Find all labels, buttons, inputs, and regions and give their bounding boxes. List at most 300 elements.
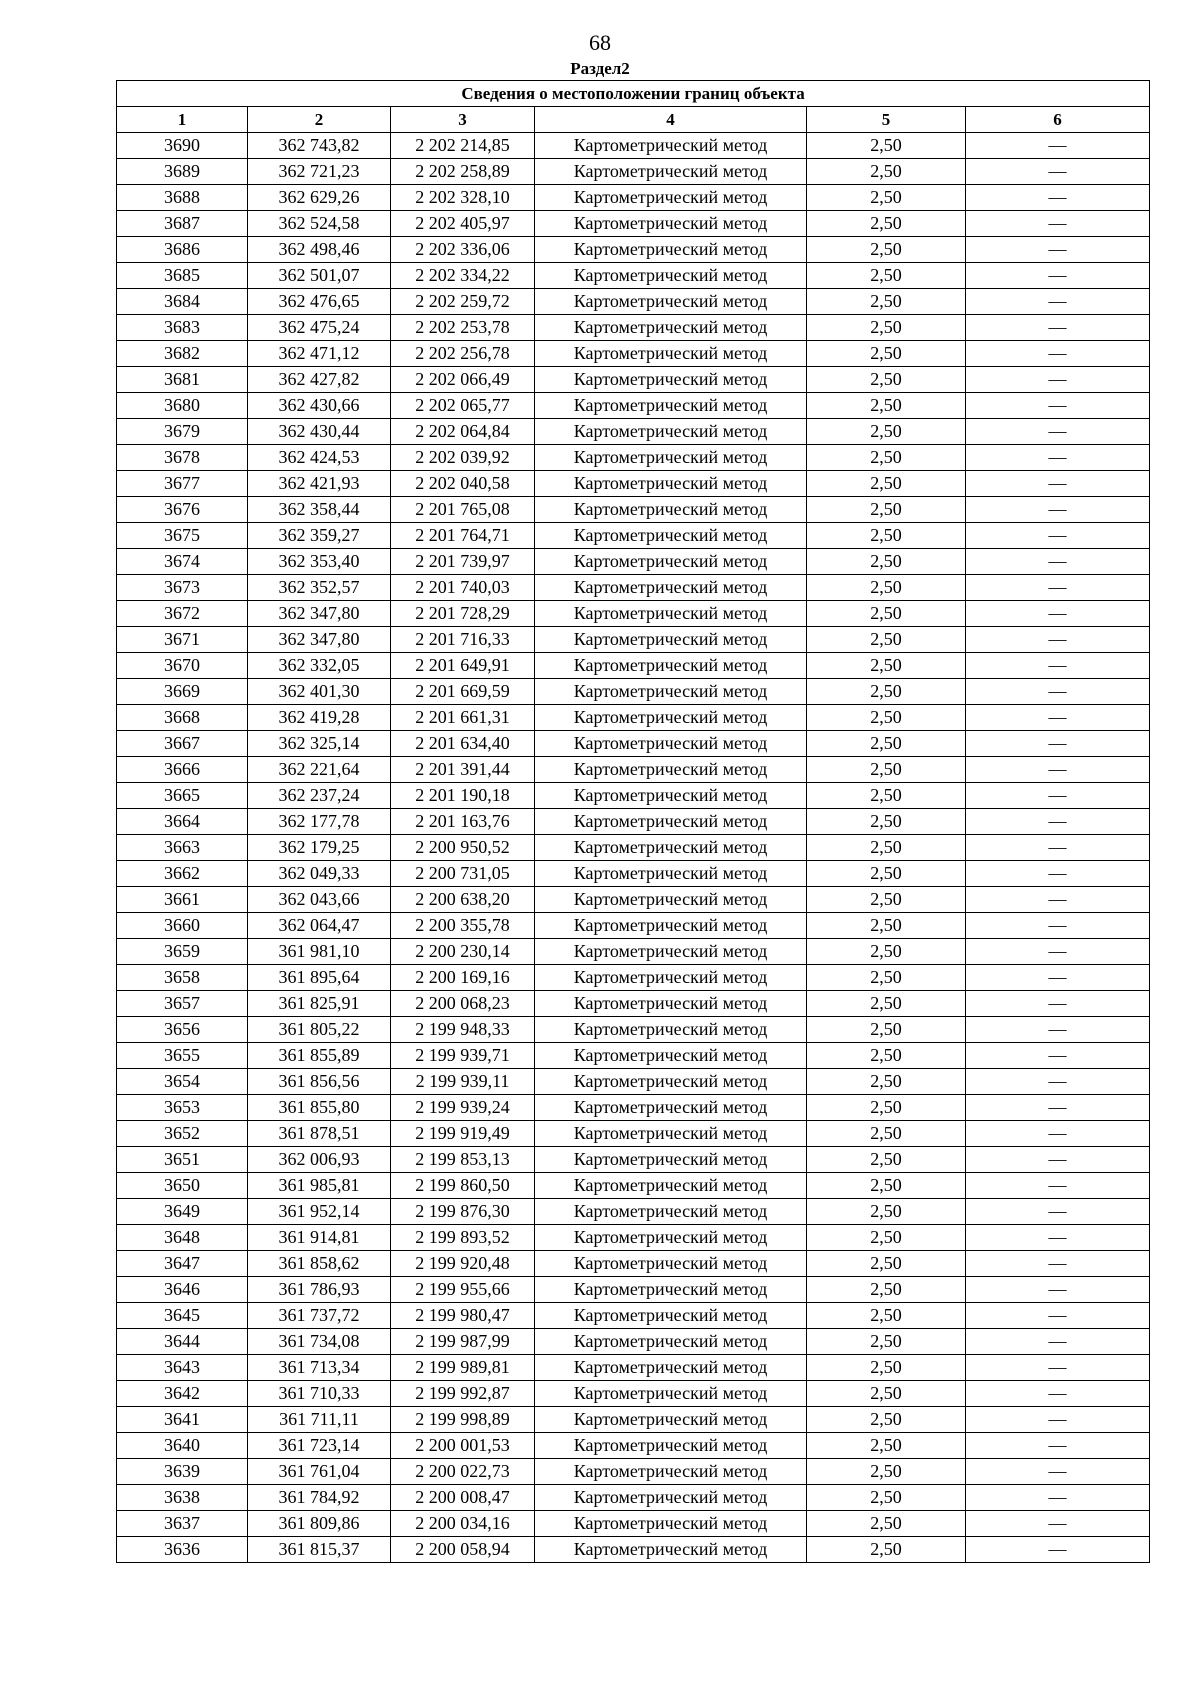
point-number-cell: 3673 bbox=[117, 575, 248, 601]
y-coordinate-cell: 2 201 728,29 bbox=[391, 601, 535, 627]
description-cell: — bbox=[966, 211, 1150, 237]
accuracy-cell: 2,50 bbox=[807, 315, 966, 341]
description-cell: — bbox=[966, 1459, 1150, 1485]
point-number-cell: 3658 bbox=[117, 965, 248, 991]
method-cell: Картометрический метод bbox=[535, 627, 807, 653]
method-cell: Картометрический метод bbox=[535, 1329, 807, 1355]
point-number-cell: 3674 bbox=[117, 549, 248, 575]
x-coordinate-cell: 361 809,86 bbox=[248, 1511, 391, 1537]
table-row bbox=[117, 939, 1150, 965]
y-coordinate-cell: 2 201 163,76 bbox=[391, 809, 535, 835]
point-number-cell: 3664 bbox=[117, 809, 248, 835]
y-coordinate-cell: 2 200 950,52 bbox=[391, 835, 535, 861]
description-cell: — bbox=[966, 1173, 1150, 1199]
method-cell: Картометрический метод bbox=[535, 861, 807, 887]
table-row bbox=[117, 133, 1150, 159]
accuracy-cell: 2,50 bbox=[807, 705, 966, 731]
x-coordinate-cell: 361 723,14 bbox=[248, 1433, 391, 1459]
x-coordinate-cell: 361 985,81 bbox=[248, 1173, 391, 1199]
y-coordinate-cell: 2 200 638,20 bbox=[391, 887, 535, 913]
accuracy-cell: 2,50 bbox=[807, 1069, 966, 1095]
accuracy-cell: 2,50 bbox=[807, 887, 966, 913]
accuracy-cell: 2,50 bbox=[807, 965, 966, 991]
point-number-cell: 3690 bbox=[117, 133, 248, 159]
y-coordinate-cell: 2 201 634,40 bbox=[391, 731, 535, 757]
method-cell: Картометрический метод bbox=[535, 1381, 807, 1407]
accuracy-cell: 2,50 bbox=[807, 679, 966, 705]
description-cell: — bbox=[966, 757, 1150, 783]
y-coordinate-cell: 2 201 716,33 bbox=[391, 627, 535, 653]
point-number-cell: 3655 bbox=[117, 1043, 248, 1069]
table-row bbox=[117, 1017, 1150, 1043]
point-number-cell: 3668 bbox=[117, 705, 248, 731]
description-cell: — bbox=[966, 1303, 1150, 1329]
y-coordinate-cell: 2 201 765,08 bbox=[391, 497, 535, 523]
x-coordinate-cell: 362 476,65 bbox=[248, 289, 391, 315]
table-row bbox=[117, 497, 1150, 523]
table-row bbox=[117, 523, 1150, 549]
y-coordinate-cell: 2 200 034,16 bbox=[391, 1511, 535, 1537]
accuracy-cell: 2,50 bbox=[807, 757, 966, 783]
x-coordinate-cell: 361 858,62 bbox=[248, 1251, 391, 1277]
method-cell: Картометрический метод bbox=[535, 1147, 807, 1173]
x-coordinate-cell: 362 430,44 bbox=[248, 419, 391, 445]
point-number-cell: 3678 bbox=[117, 445, 248, 471]
point-number-cell: 3637 bbox=[117, 1511, 248, 1537]
column-header-2: 2 bbox=[248, 107, 391, 133]
method-cell: Картометрический метод bbox=[535, 575, 807, 601]
table-row bbox=[117, 1381, 1150, 1407]
y-coordinate-cell: 2 202 334,22 bbox=[391, 263, 535, 289]
accuracy-cell: 2,50 bbox=[807, 1225, 966, 1251]
description-cell: — bbox=[966, 133, 1150, 159]
table-row bbox=[117, 1459, 1150, 1485]
point-number-cell: 3643 bbox=[117, 1355, 248, 1381]
description-cell: — bbox=[966, 1277, 1150, 1303]
table-row bbox=[117, 1537, 1150, 1563]
x-coordinate-cell: 361 878,51 bbox=[248, 1121, 391, 1147]
accuracy-cell: 2,50 bbox=[807, 1511, 966, 1537]
table-row bbox=[117, 1069, 1150, 1095]
x-coordinate-cell: 362 430,66 bbox=[248, 393, 391, 419]
x-coordinate-cell: 361 761,04 bbox=[248, 1459, 391, 1485]
method-cell: Картометрический метод bbox=[535, 1277, 807, 1303]
method-cell: Картометрический метод bbox=[535, 991, 807, 1017]
x-coordinate-cell: 362 419,28 bbox=[248, 705, 391, 731]
description-cell: — bbox=[966, 1329, 1150, 1355]
table-row bbox=[117, 1511, 1150, 1537]
x-coordinate-cell: 362 359,27 bbox=[248, 523, 391, 549]
description-cell: — bbox=[966, 1537, 1150, 1563]
x-coordinate-cell: 361 981,10 bbox=[248, 939, 391, 965]
description-cell: — bbox=[966, 627, 1150, 653]
x-coordinate-cell: 362 524,58 bbox=[248, 211, 391, 237]
accuracy-cell: 2,50 bbox=[807, 419, 966, 445]
y-coordinate-cell: 2 199 919,49 bbox=[391, 1121, 535, 1147]
table-row bbox=[117, 1433, 1150, 1459]
method-cell: Картометрический метод bbox=[535, 601, 807, 627]
accuracy-cell: 2,50 bbox=[807, 1329, 966, 1355]
y-coordinate-cell: 2 202 258,89 bbox=[391, 159, 535, 185]
method-cell: Картометрический метод bbox=[535, 757, 807, 783]
point-number-cell: 3686 bbox=[117, 237, 248, 263]
method-cell: Картометрический метод bbox=[535, 1407, 807, 1433]
accuracy-cell: 2,50 bbox=[807, 185, 966, 211]
accuracy-cell: 2,50 bbox=[807, 1147, 966, 1173]
method-cell: Картометрический метод bbox=[535, 1511, 807, 1537]
table-row bbox=[117, 991, 1150, 1017]
description-cell: — bbox=[966, 1225, 1150, 1251]
y-coordinate-cell: 2 199 980,47 bbox=[391, 1303, 535, 1329]
y-coordinate-cell: 2 201 740,03 bbox=[391, 575, 535, 601]
x-coordinate-cell: 361 710,33 bbox=[248, 1381, 391, 1407]
method-cell: Картометрический метод bbox=[535, 1199, 807, 1225]
description-cell: — bbox=[966, 887, 1150, 913]
x-coordinate-cell: 362 325,14 bbox=[248, 731, 391, 757]
description-cell: — bbox=[966, 1485, 1150, 1511]
accuracy-cell: 2,50 bbox=[807, 549, 966, 575]
x-coordinate-cell: 362 743,82 bbox=[248, 133, 391, 159]
description-cell: — bbox=[966, 419, 1150, 445]
description-cell: — bbox=[966, 1147, 1150, 1173]
accuracy-cell: 2,50 bbox=[807, 1485, 966, 1511]
method-cell: Картометрический метод bbox=[535, 159, 807, 185]
accuracy-cell: 2,50 bbox=[807, 1017, 966, 1043]
y-coordinate-cell: 2 199 948,33 bbox=[391, 1017, 535, 1043]
accuracy-cell: 2,50 bbox=[807, 653, 966, 679]
y-coordinate-cell: 2 199 920,48 bbox=[391, 1251, 535, 1277]
y-coordinate-cell: 2 202 405,97 bbox=[391, 211, 535, 237]
table-row bbox=[117, 809, 1150, 835]
column-header-row bbox=[117, 107, 1150, 133]
y-coordinate-cell: 2 201 649,91 bbox=[391, 653, 535, 679]
description-cell: — bbox=[966, 601, 1150, 627]
table-row bbox=[117, 1147, 1150, 1173]
method-cell: Картометрический метод bbox=[535, 1225, 807, 1251]
accuracy-cell: 2,50 bbox=[807, 1251, 966, 1277]
x-coordinate-cell: 362 049,33 bbox=[248, 861, 391, 887]
y-coordinate-cell: 2 199 955,66 bbox=[391, 1277, 535, 1303]
description-cell: — bbox=[966, 237, 1150, 263]
table-row bbox=[117, 861, 1150, 887]
point-number-cell: 3638 bbox=[117, 1485, 248, 1511]
method-cell: Картометрический метод bbox=[535, 965, 807, 991]
point-number-cell: 3687 bbox=[117, 211, 248, 237]
y-coordinate-cell: 2 202 039,92 bbox=[391, 445, 535, 471]
point-number-cell: 3639 bbox=[117, 1459, 248, 1485]
accuracy-cell: 2,50 bbox=[807, 263, 966, 289]
description-cell: — bbox=[966, 653, 1150, 679]
method-cell: Картометрический метод bbox=[535, 887, 807, 913]
table-row bbox=[117, 731, 1150, 757]
x-coordinate-cell: 362 221,64 bbox=[248, 757, 391, 783]
x-coordinate-cell: 362 332,05 bbox=[248, 653, 391, 679]
method-cell: Картометрический метод bbox=[535, 393, 807, 419]
x-coordinate-cell: 362 501,07 bbox=[248, 263, 391, 289]
x-coordinate-cell: 362 427,82 bbox=[248, 367, 391, 393]
point-number-cell: 3644 bbox=[117, 1329, 248, 1355]
y-coordinate-cell: 2 199 992,87 bbox=[391, 1381, 535, 1407]
y-coordinate-cell: 2 200 068,23 bbox=[391, 991, 535, 1017]
x-coordinate-cell: 361 737,72 bbox=[248, 1303, 391, 1329]
table-row bbox=[117, 965, 1150, 991]
accuracy-cell: 2,50 bbox=[807, 627, 966, 653]
method-cell: Картометрический метод bbox=[535, 783, 807, 809]
x-coordinate-cell: 362 043,66 bbox=[248, 887, 391, 913]
y-coordinate-cell: 2 199 876,30 bbox=[391, 1199, 535, 1225]
accuracy-cell: 2,50 bbox=[807, 1407, 966, 1433]
table-row bbox=[117, 159, 1150, 185]
table-row bbox=[117, 1329, 1150, 1355]
accuracy-cell: 2,50 bbox=[807, 1277, 966, 1303]
accuracy-cell: 2,50 bbox=[807, 341, 966, 367]
description-cell: — bbox=[966, 1043, 1150, 1069]
y-coordinate-cell: 2 200 022,73 bbox=[391, 1459, 535, 1485]
method-cell: Картометрический метод bbox=[535, 211, 807, 237]
method-cell: Картометрический метод bbox=[535, 523, 807, 549]
method-cell: Картометрический метод bbox=[535, 1485, 807, 1511]
table-row bbox=[117, 1121, 1150, 1147]
table-row bbox=[117, 445, 1150, 471]
y-coordinate-cell: 2 199 939,24 bbox=[391, 1095, 535, 1121]
y-coordinate-cell: 2 202 336,06 bbox=[391, 237, 535, 263]
x-coordinate-cell: 361 855,89 bbox=[248, 1043, 391, 1069]
x-coordinate-cell: 362 424,53 bbox=[248, 445, 391, 471]
point-number-cell: 3677 bbox=[117, 471, 248, 497]
point-number-cell: 3679 bbox=[117, 419, 248, 445]
column-header-4: 4 bbox=[535, 107, 807, 133]
description-cell: — bbox=[966, 1017, 1150, 1043]
description-cell: — bbox=[966, 159, 1150, 185]
accuracy-cell: 2,50 bbox=[807, 1381, 966, 1407]
table-row bbox=[117, 757, 1150, 783]
x-coordinate-cell: 362 498,46 bbox=[248, 237, 391, 263]
y-coordinate-cell: 2 200 008,47 bbox=[391, 1485, 535, 1511]
accuracy-cell: 2,50 bbox=[807, 939, 966, 965]
point-number-cell: 3653 bbox=[117, 1095, 248, 1121]
method-cell: Картометрический метод bbox=[535, 1251, 807, 1277]
point-number-cell: 3642 bbox=[117, 1381, 248, 1407]
accuracy-cell: 2,50 bbox=[807, 1095, 966, 1121]
table-row bbox=[117, 1043, 1150, 1069]
point-number-cell: 3662 bbox=[117, 861, 248, 887]
method-cell: Картометрический метод bbox=[535, 679, 807, 705]
description-cell: — bbox=[966, 549, 1150, 575]
y-coordinate-cell: 2 202 064,84 bbox=[391, 419, 535, 445]
y-coordinate-cell: 2 202 328,10 bbox=[391, 185, 535, 211]
y-coordinate-cell: 2 200 001,53 bbox=[391, 1433, 535, 1459]
x-coordinate-cell: 361 855,80 bbox=[248, 1095, 391, 1121]
point-number-cell: 3659 bbox=[117, 939, 248, 965]
accuracy-cell: 2,50 bbox=[807, 1459, 966, 1485]
method-cell: Картометрический метод bbox=[535, 1095, 807, 1121]
table-row bbox=[117, 913, 1150, 939]
y-coordinate-cell: 2 202 066,49 bbox=[391, 367, 535, 393]
accuracy-cell: 2,50 bbox=[807, 393, 966, 419]
x-coordinate-cell: 361 815,37 bbox=[248, 1537, 391, 1563]
point-number-cell: 3648 bbox=[117, 1225, 248, 1251]
table-row bbox=[117, 419, 1150, 445]
y-coordinate-cell: 2 202 259,72 bbox=[391, 289, 535, 315]
table-row bbox=[117, 1303, 1150, 1329]
method-cell: Картометрический метод bbox=[535, 1121, 807, 1147]
accuracy-cell: 2,50 bbox=[807, 445, 966, 471]
description-cell: — bbox=[966, 1199, 1150, 1225]
y-coordinate-cell: 2 200 058,94 bbox=[391, 1537, 535, 1563]
method-cell: Картометрический метод bbox=[535, 1303, 807, 1329]
x-coordinate-cell: 362 064,47 bbox=[248, 913, 391, 939]
accuracy-cell: 2,50 bbox=[807, 575, 966, 601]
method-cell: Картометрический метод bbox=[535, 1459, 807, 1485]
table-row bbox=[117, 185, 1150, 211]
description-cell: — bbox=[966, 289, 1150, 315]
point-number-cell: 3649 bbox=[117, 1199, 248, 1225]
method-cell: Картометрический метод bbox=[535, 185, 807, 211]
point-number-cell: 3646 bbox=[117, 1277, 248, 1303]
x-coordinate-cell: 362 352,57 bbox=[248, 575, 391, 601]
description-cell: — bbox=[966, 1121, 1150, 1147]
table-body bbox=[117, 133, 1150, 1563]
description-cell: — bbox=[966, 1511, 1150, 1537]
x-coordinate-cell: 361 805,22 bbox=[248, 1017, 391, 1043]
point-number-cell: 3641 bbox=[117, 1407, 248, 1433]
point-number-cell: 3684 bbox=[117, 289, 248, 315]
accuracy-cell: 2,50 bbox=[807, 497, 966, 523]
y-coordinate-cell: 2 199 860,50 bbox=[391, 1173, 535, 1199]
point-number-cell: 3654 bbox=[117, 1069, 248, 1095]
y-coordinate-cell: 2 200 355,78 bbox=[391, 913, 535, 939]
x-coordinate-cell: 362 237,24 bbox=[248, 783, 391, 809]
table-row bbox=[117, 341, 1150, 367]
description-cell: — bbox=[966, 1355, 1150, 1381]
point-number-cell: 3689 bbox=[117, 159, 248, 185]
description-cell: — bbox=[966, 861, 1150, 887]
description-cell: — bbox=[966, 731, 1150, 757]
accuracy-cell: 2,50 bbox=[807, 861, 966, 887]
point-number-cell: 3636 bbox=[117, 1537, 248, 1563]
description-cell: — bbox=[966, 185, 1150, 211]
y-coordinate-cell: 2 199 893,52 bbox=[391, 1225, 535, 1251]
accuracy-cell: 2,50 bbox=[807, 133, 966, 159]
column-header-3: 3 bbox=[391, 107, 535, 133]
description-cell: — bbox=[966, 341, 1150, 367]
description-cell: — bbox=[966, 679, 1150, 705]
description-cell: — bbox=[966, 367, 1150, 393]
description-cell: — bbox=[966, 705, 1150, 731]
table-row bbox=[117, 575, 1150, 601]
y-coordinate-cell: 2 201 669,59 bbox=[391, 679, 535, 705]
table-row bbox=[117, 315, 1150, 341]
x-coordinate-cell: 362 721,23 bbox=[248, 159, 391, 185]
description-cell: — bbox=[966, 1381, 1150, 1407]
method-cell: Картометрический метод bbox=[535, 1173, 807, 1199]
table-row bbox=[117, 393, 1150, 419]
x-coordinate-cell: 361 711,11 bbox=[248, 1407, 391, 1433]
table-row bbox=[117, 835, 1150, 861]
description-cell: — bbox=[966, 1095, 1150, 1121]
table-title: Сведения о местоположении границ объекта bbox=[117, 81, 1150, 107]
point-number-cell: 3670 bbox=[117, 653, 248, 679]
y-coordinate-cell: 2 199 853,13 bbox=[391, 1147, 535, 1173]
table-row bbox=[117, 601, 1150, 627]
table-row bbox=[117, 1225, 1150, 1251]
table-row bbox=[117, 1095, 1150, 1121]
point-number-cell: 3675 bbox=[117, 523, 248, 549]
accuracy-cell: 2,50 bbox=[807, 1433, 966, 1459]
table-row bbox=[117, 653, 1150, 679]
accuracy-cell: 2,50 bbox=[807, 1303, 966, 1329]
description-cell: — bbox=[966, 783, 1150, 809]
table-title-row bbox=[117, 81, 1150, 107]
accuracy-cell: 2,50 bbox=[807, 835, 966, 861]
accuracy-cell: 2,50 bbox=[807, 1355, 966, 1381]
accuracy-cell: 2,50 bbox=[807, 211, 966, 237]
method-cell: Картометрический метод bbox=[535, 133, 807, 159]
y-coordinate-cell: 2 202 214,85 bbox=[391, 133, 535, 159]
accuracy-cell: 2,50 bbox=[807, 809, 966, 835]
y-coordinate-cell: 2 199 998,89 bbox=[391, 1407, 535, 1433]
x-coordinate-cell: 361 734,08 bbox=[248, 1329, 391, 1355]
description-cell: — bbox=[966, 939, 1150, 965]
point-number-cell: 3661 bbox=[117, 887, 248, 913]
y-coordinate-cell: 2 201 391,44 bbox=[391, 757, 535, 783]
y-coordinate-cell: 2 199 989,81 bbox=[391, 1355, 535, 1381]
method-cell: Картометрический метод bbox=[535, 419, 807, 445]
accuracy-cell: 2,50 bbox=[807, 237, 966, 263]
description-cell: — bbox=[966, 393, 1150, 419]
method-cell: Картометрический метод bbox=[535, 1355, 807, 1381]
accuracy-cell: 2,50 bbox=[807, 289, 966, 315]
point-number-cell: 3666 bbox=[117, 757, 248, 783]
section-label: Раздел2 bbox=[570, 59, 630, 78]
y-coordinate-cell: 2 200 169,16 bbox=[391, 965, 535, 991]
method-cell: Картометрический метод bbox=[535, 939, 807, 965]
y-coordinate-cell: 2 202 253,78 bbox=[391, 315, 535, 341]
point-number-cell: 3671 bbox=[117, 627, 248, 653]
accuracy-cell: 2,50 bbox=[807, 159, 966, 185]
method-cell: Картометрический метод bbox=[535, 315, 807, 341]
point-number-cell: 3685 bbox=[117, 263, 248, 289]
table-row bbox=[117, 1355, 1150, 1381]
table-row bbox=[117, 237, 1150, 263]
table-row bbox=[117, 1251, 1150, 1277]
x-coordinate-cell: 361 784,92 bbox=[248, 1485, 391, 1511]
description-cell: — bbox=[966, 497, 1150, 523]
point-number-cell: 3681 bbox=[117, 367, 248, 393]
table-row bbox=[117, 705, 1150, 731]
point-number-cell: 3665 bbox=[117, 783, 248, 809]
y-coordinate-cell: 2 201 739,97 bbox=[391, 549, 535, 575]
method-cell: Картометрический метод bbox=[535, 1043, 807, 1069]
table-row bbox=[117, 783, 1150, 809]
y-coordinate-cell: 2 201 190,18 bbox=[391, 783, 535, 809]
point-number-cell: 3680 bbox=[117, 393, 248, 419]
description-cell: — bbox=[966, 471, 1150, 497]
description-cell: — bbox=[966, 315, 1150, 341]
table-row bbox=[117, 679, 1150, 705]
point-number-cell: 3669 bbox=[117, 679, 248, 705]
column-header-1: 1 bbox=[117, 107, 248, 133]
table-row bbox=[117, 1485, 1150, 1511]
x-coordinate-cell: 362 347,80 bbox=[248, 627, 391, 653]
description-cell: — bbox=[966, 1433, 1150, 1459]
x-coordinate-cell: 362 401,30 bbox=[248, 679, 391, 705]
method-cell: Картометрический метод bbox=[535, 445, 807, 471]
accuracy-cell: 2,50 bbox=[807, 523, 966, 549]
x-coordinate-cell: 361 786,93 bbox=[248, 1277, 391, 1303]
x-coordinate-cell: 362 353,40 bbox=[248, 549, 391, 575]
x-coordinate-cell: 361 895,64 bbox=[248, 965, 391, 991]
